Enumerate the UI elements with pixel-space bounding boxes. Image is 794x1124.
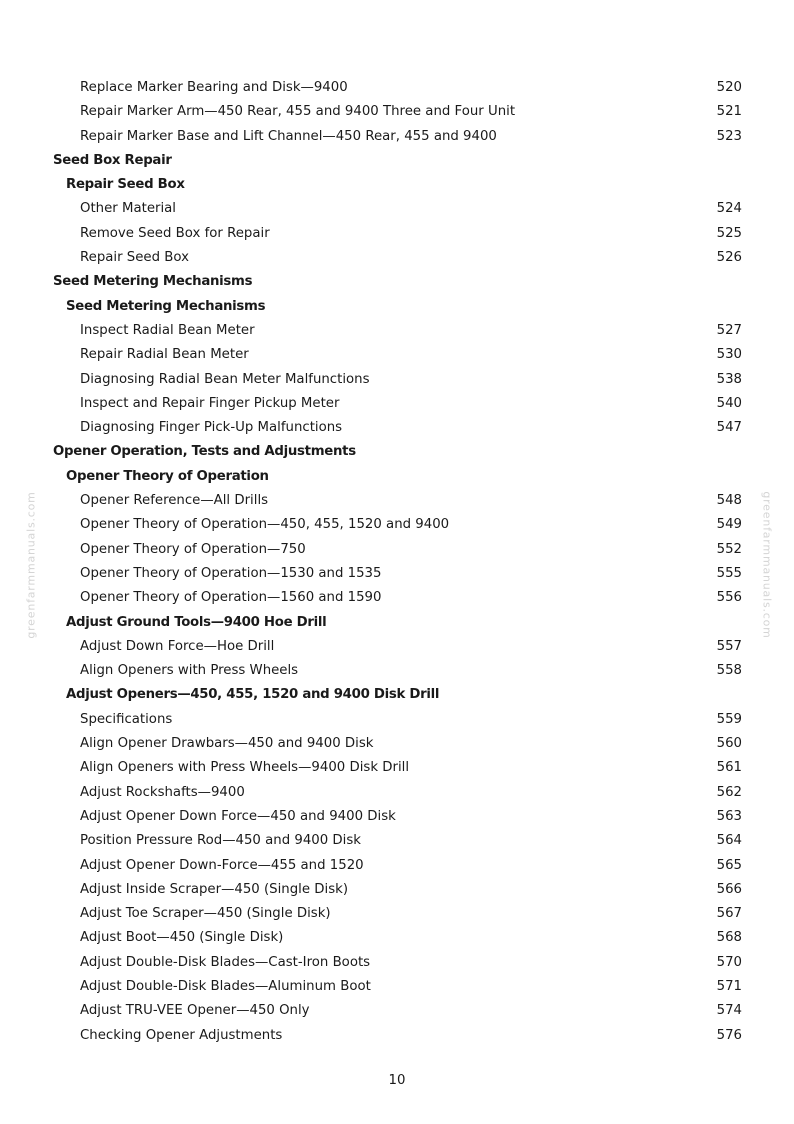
toc-entry[interactable] [0, 756, 794, 780]
toc-entry-page: 547 [716, 420, 742, 436]
toc-entry-title: Seed Box Repair [53, 152, 172, 168]
toc-entry-title: Inspect and Repair Finger Pickup Meter [80, 395, 340, 411]
toc-entry-page: 568 [716, 930, 742, 946]
toc-entry[interactable] [0, 975, 794, 999]
toc-subsection-heading[interactable] [0, 611, 794, 635]
toc-entry-page: 562 [716, 784, 742, 800]
toc-entry[interactable] [0, 222, 794, 246]
toc-entry-title: Diagnosing Radial Bean Meter Malfunctions [80, 371, 370, 387]
toc-entry-title: Opener Reference—All Drills [80, 493, 269, 509]
toc-entry-title: Other Material [80, 201, 176, 217]
toc-entry-title: Align Opener Drawbars—450 and 9400 Disk [80, 736, 374, 752]
toc-entry-page: 552 [716, 541, 742, 557]
toc-entry-page: 549 [716, 517, 742, 533]
toc-entry-title: Align Openers with Press Wheels [80, 663, 299, 679]
toc-entry-title: Opener Operation, Tests and Adjustments [53, 444, 356, 460]
toc-entry-title: Adjust Toe Scraper—450 (Single Disk) [80, 906, 331, 922]
toc-entry-title: Position Pressure Rod—450 and 9400 Disk [80, 833, 361, 849]
toc-entry-page: 561 [716, 760, 742, 776]
toc-entry-title: Opener Theory of Operation—450, 455, 1520 and 9400 [80, 517, 450, 533]
toc-entry-title: Adjust Ground Tools—9400 Hoe Drill [66, 614, 327, 630]
toc-entry-page: 576 [716, 1027, 742, 1043]
toc-entry-title: Adjust TRU-VEE Opener—450 Only [80, 1003, 310, 1019]
toc-entry[interactable] [0, 197, 794, 221]
toc-subsection-heading[interactable] [0, 465, 794, 489]
toc-section-heading[interactable] [0, 270, 794, 294]
toc-entry[interactable] [0, 100, 794, 124]
toc-entry[interactable] [0, 489, 794, 513]
toc-section-heading[interactable] [0, 440, 794, 464]
toc-entry-title: Checking Opener Adjustments [80, 1027, 283, 1043]
toc-entry-title: Adjust Double-Disk Blades—Cast-Iron Boots [80, 954, 371, 970]
toc-entry-page: 521 [716, 104, 742, 120]
toc-entry[interactable] [0, 902, 794, 926]
watermark-right: greenfarmmanuals.com [760, 491, 774, 639]
toc-entry[interactable] [0, 999, 794, 1023]
toc-entry[interactable] [0, 76, 794, 100]
toc-entry-title: Seed Metering Mechanisms [66, 298, 266, 314]
toc-entry-page: 524 [716, 201, 742, 217]
toc-entry-title: Opener Theory of Operation—1560 and 1590 [80, 590, 382, 606]
toc-entry-page: 540 [716, 395, 742, 411]
toc-entry[interactable] [0, 416, 794, 440]
toc-entry-page: 525 [716, 225, 742, 241]
toc-entry[interactable] [0, 246, 794, 270]
toc-entry[interactable] [0, 392, 794, 416]
toc-entry-page: 571 [716, 978, 742, 994]
toc-entry-title: Specifications [80, 711, 173, 727]
toc-entry[interactable] [0, 805, 794, 829]
toc-entry-page: 556 [716, 590, 742, 606]
toc-entry-title: Adjust Double-Disk Blades—Aluminum Boot [80, 978, 371, 994]
toc-entry-page: 574 [716, 1003, 742, 1019]
toc-entry-page: 520 [716, 80, 742, 95]
toc-subsection-heading[interactable] [0, 173, 794, 197]
toc-entry[interactable] [0, 635, 794, 659]
toc-entry[interactable] [0, 343, 794, 367]
toc-entry[interactable] [0, 781, 794, 805]
toc-entry-title: Adjust Boot—450 (Single Disk) [80, 930, 284, 946]
toc-entry-title: Opener Theory of Operation [66, 468, 269, 484]
toc-subsection-heading[interactable] [0, 683, 794, 707]
toc-entry[interactable] [0, 878, 794, 902]
toc-entry-title: Opener Theory of Operation—750 [80, 541, 306, 557]
toc-entry-title: Remove Seed Box for Repair [80, 225, 270, 241]
toc-entry-page: 530 [716, 347, 742, 363]
toc-entry[interactable] [0, 562, 794, 586]
toc-entry-page: 570 [716, 954, 742, 970]
toc-entry-title: Repair Seed Box [80, 250, 189, 266]
toc-entry-page: 567 [716, 906, 742, 922]
toc-entry-title: Adjust Openers—450, 455, 1520 and 9400 Disk Drill [66, 687, 440, 703]
toc-entry-title: Seed Metering Mechanisms [53, 274, 253, 290]
toc-entry-title: Replace Marker Bearing and Disk—9400 [80, 80, 348, 95]
toc-entry[interactable] [0, 854, 794, 878]
toc-entry-title: Align Openers with Press Wheels—9400 Disk Drill [80, 760, 410, 776]
page-number: 10 [388, 1073, 406, 1088]
watermark-left: greenfarmmanuals.com [24, 491, 38, 639]
toc-entry[interactable] [0, 829, 794, 853]
toc-entry-page: 564 [716, 833, 742, 849]
toc-entry-title: Adjust Opener Down-Force—455 and 1520 [80, 857, 364, 873]
toc-entry-page: 523 [716, 128, 742, 144]
toc-entry[interactable] [0, 951, 794, 975]
toc-entry-title: Adjust Down Force—Hoe Drill [80, 638, 275, 654]
toc-entry[interactable] [0, 125, 794, 149]
toc-entry[interactable] [0, 513, 794, 537]
toc-entry-page: 565 [716, 857, 742, 873]
toc-entry[interactable] [0, 538, 794, 562]
toc-entry[interactable] [0, 586, 794, 610]
toc-entry-title: Repair Seed Box [66, 177, 185, 193]
toc-entry-page: 563 [716, 808, 742, 824]
toc-entry-title: Repair Marker Arm—450 Rear, 455 and 9400 Three and Four Unit [80, 104, 516, 120]
toc-entry-page: 566 [716, 881, 742, 897]
toc-entry-page: 560 [716, 736, 742, 752]
toc-entry-title: Inspect Radial Bean Meter [80, 322, 255, 338]
toc-entry-page: 559 [716, 711, 742, 727]
toc-entry-page: 527 [716, 322, 742, 338]
toc-entry[interactable] [0, 319, 794, 343]
toc-entry-page: 555 [716, 565, 742, 581]
toc-section-heading[interactable] [0, 149, 794, 173]
toc-entry-title: Opener Theory of Operation—1530 and 1535 [80, 565, 382, 581]
table-of-contents [0, 76, 794, 1048]
toc-entry[interactable] [0, 732, 794, 756]
toc-entry-title: Adjust Rockshafts—9400 [80, 784, 245, 800]
toc-entry[interactable] [0, 368, 794, 392]
toc-entry-title: Repair Radial Bean Meter [80, 347, 249, 363]
toc-entry-page: 526 [716, 250, 742, 266]
toc-entry-page: 538 [716, 371, 742, 387]
toc-entry-page: 548 [716, 493, 742, 509]
toc-entry[interactable] [0, 926, 794, 950]
toc-entry[interactable] [0, 1024, 794, 1048]
toc-entry-page: 558 [716, 663, 742, 679]
toc-subsection-heading[interactable] [0, 295, 794, 319]
toc-entry[interactable] [0, 659, 794, 683]
toc-entry-title: Adjust Inside Scraper—450 (Single Disk) [80, 881, 349, 897]
toc-entry-title: Adjust Opener Down Force—450 and 9400 Disk [80, 808, 396, 824]
toc-entry-title: Diagnosing Finger Pick-Up Malfunctions [80, 420, 343, 436]
toc-entry[interactable] [0, 708, 794, 732]
toc-entry-title: Repair Marker Base and Lift Channel—450 Rear, 455 and 9400 [80, 128, 497, 144]
toc-entry-page: 557 [716, 638, 742, 654]
